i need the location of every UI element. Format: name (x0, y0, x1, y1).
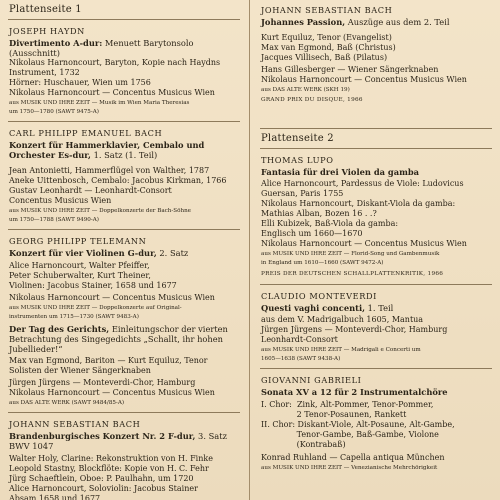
credit-line: Jean Antonietti, Hammerflügel von Walther, 1787 (9, 166, 210, 175)
work-title: Divertimento A-dur: Menuett Barytonsolo (Ausschnitt) (9, 38, 194, 58)
credit-line: Concentus Musicus Wien (9, 196, 112, 205)
composer-name: GEORG PHILIPP TELEMANN (9, 236, 147, 246)
credit-line: aus dem V. Madrigalbuch 1605, Mantua (261, 315, 424, 324)
work-title: Der Tag des Gerichts, Einleitungschor der vierten Betrachtung des Singegedichts „Schallt, ihr hohen Jubellieder!“ (9, 324, 228, 354)
track-block-telemann (0, 230, 248, 407)
track-block-haydn (0, 20, 248, 116)
credit-line: Walter Holy, Clarine: Rekonstruktion von H. Finke (9, 454, 213, 463)
credit-line: Tenor-Gambe, Baß-Gambe, Violone (261, 430, 439, 439)
credit-line: Nikolaus Harnoncourt — Concentus Musicus Wien (9, 88, 215, 97)
track-block-gabrieli (252, 369, 500, 472)
credit-line: Max van Egmond, Baß (Christus) (261, 43, 396, 52)
credit-line: Instrument, 1732 (9, 68, 80, 77)
series-line: aus DAS ALTE WERK (SAWT 9484/85-A) (9, 400, 125, 406)
work-title: Questi vaghi concenti, 1. Teil (261, 303, 394, 313)
track-block-cpe-bach (0, 122, 248, 224)
series-line: um 1750—1788 (SAWT 9490-A) (9, 217, 99, 223)
credit-line: Guersan, Paris 1755 (261, 189, 344, 198)
work-title: Konzert für Hammerklavier, Cembalo und Orchester Es-dur, 1. Satz (1. Teil) (9, 140, 205, 160)
credit-line: 2 Tenor-Posaunen, Rankett (261, 410, 407, 419)
credit-line: Leopold Stastny, Blockflöte: Kopie von H. C. Fehr (9, 464, 209, 473)
series-line: aus MUSIK UND IHRE ZEIT — Florid-Song und Gambenmusik (261, 251, 440, 257)
series-line: instrumenten um 1715—1730 (SAWT 9483-A) (9, 314, 139, 320)
track-block-js-bach-brandenburg (0, 413, 248, 500)
credit-line: (Kontrabaß) (261, 440, 346, 449)
credit-line: Nikolaus Harnoncourt — Concentus Musicus Wien (261, 75, 467, 84)
credit-line: Leonhardt-Consort (261, 335, 338, 344)
credit-line: I. Chor: Zink, Alt-Pommer, Tenor-Pommer, (261, 400, 434, 409)
composer-name: GIOVANNI GABRIELI (261, 375, 362, 385)
composer-name: JOHANN SEBASTIAN BACH (9, 419, 141, 429)
credit-line: Nikolaus Harnoncourt — Concentus Musicus Wien (9, 388, 215, 397)
series-line: um 1750—1780 (SAWT 9475-A) (9, 109, 99, 115)
credit-line: Elli Kubizek, Baß-Viola da gamba: (261, 219, 399, 228)
credit-line: Nikolaus Harnoncourt, Diskant-Viola da gamba: (261, 199, 456, 208)
award-line: GRAND PRIX DU DISQUE, 1966 (261, 97, 363, 103)
series-line: aus MUSIK UND IHRE ZEIT — Doppelkonzerte der Bach-Söhne (9, 208, 191, 214)
work-title: Konzert für vier Violinen G-dur, 2. Satz (9, 248, 189, 258)
composer-name: CLAUDIO MONTEVERDI (261, 291, 377, 301)
credit-line: Jürg Schaeftlein, Oboe: P. Paulhahn, um 1720 (9, 474, 194, 483)
credit-line: Alice Harnoncourt, Soloviolin: Jacobus Stainer (9, 484, 198, 493)
column-divider (249, 0, 250, 500)
credit-line: Hörner: Huschauer, Wien um 1756 (9, 78, 151, 87)
credit-line: Konrad Ruhland — Capella antiqua München (261, 453, 445, 462)
award-line: PREIS DER DEUTSCHEN SCHALLPLATTENKRITIK, 1966 (261, 271, 444, 277)
credit-line: II. Chor: Diskant-Viole, Alt-Posaune, Alt-Gambe, (261, 420, 455, 429)
composer-name: JOSEPH HAYDN (9, 26, 85, 36)
side-2-column (252, 0, 500, 500)
credit-line: Jacques Villisech, Baß (Pilatus) (261, 53, 388, 62)
credit-line: Hans Gillesberger — Wiener Sängerknaben (261, 65, 439, 74)
work-title: Brandenburgisches Konzert Nr. 2 F-dur, 3. Satz BWV 1047 (9, 431, 227, 451)
credit-line: Aneke Uittenbosch, Cembalo: Jacobus Kirkman, 1766 (9, 176, 227, 185)
series-line: aus MUSIK UND IHRE ZEIT — Musik im Wien Maria Theresias (9, 100, 190, 106)
credit-line: Max van Egmond, Bariton — Kurt Equiluz, Tenor (9, 356, 208, 365)
credit-line: Violinen: Jacobus Stainer, 1658 und 1677 (9, 281, 177, 290)
credit-line: Gustav Leonhardt — Leonhardt-Consort (9, 186, 172, 195)
side-2-title: Plattenseite 2 (261, 133, 334, 144)
series-line: aus DAS ALTE WERK (SKH 19) (261, 87, 350, 93)
series-line: aus MUSIK UND IHRE ZEIT — Doppelkonzerte auf Original- (9, 305, 182, 311)
series-line: in England um 1610—1660 (SAWT 9472-A) (261, 260, 384, 266)
credit-line: Nikolaus Harnoncourt — Concentus Musicus Wien (261, 239, 467, 248)
composer-name: CARL PHILIPP EMANUEL BACH (9, 128, 163, 138)
work-title: Sonata XV a 12 für 2 Instrumentalchöre (261, 387, 448, 397)
track-block-lupo (252, 149, 500, 277)
credit-line: Jürgen Jürgens — Monteverdi-Chor, Hamburg (9, 378, 196, 387)
credit-line: Absam 1658 und 1677 (9, 494, 101, 500)
credit-line: Jürgen Jürgens — Monteverdi-Chor, Hamburg (261, 325, 448, 334)
side-1-title: Plattenseite 1 (9, 4, 82, 15)
series-line: 1605—1638 (SAWT 9438-A) (261, 356, 341, 362)
credit-line: Alice Harnoncourt, Pardessus de Viole: Ludovicus (261, 179, 464, 188)
composer-name: THOMAS LUPO (261, 155, 334, 165)
composer-name: JOHANN SEBASTIAN BACH (261, 5, 393, 15)
work-title: Fantasia für drei Violen da gamba (261, 167, 420, 177)
track-block-monteverdi (252, 285, 500, 363)
credit-line: Alice Harnoncourt, Walter Pfeiffer, (9, 261, 150, 270)
track-block-johannes-passion (252, 0, 500, 103)
credit-line: Solisten der Wiener Sängerknaben (9, 366, 151, 375)
credit-line: Kurt Equiluz, Tenor (Evangelist) (261, 33, 392, 42)
series-line: aus MUSIK UND IHRE ZEIT — Madrigali e Concerti um (261, 347, 421, 353)
work-title: Johannes Passion, Auszüge aus dem 2. Teil (261, 17, 450, 27)
credit-line: Mathias Alban, Bozen 16 . .? (261, 209, 377, 218)
credit-line: Nikolaus Harnoncourt — Concentus Musicus Wien (9, 293, 215, 302)
series-line: aus MUSIK UND IHRE ZEIT — Venezianische Mehrchörigkeit (261, 465, 438, 471)
credit-line: Nikolaus Harnoncourt, Baryton, Kopie nach Haydns (9, 58, 221, 67)
side-1-column (0, 0, 248, 500)
credit-line: Englisch um 1660—1670 (261, 229, 363, 238)
credit-line: Peter Schuberwalter, Kurt Theiner, (9, 271, 151, 280)
